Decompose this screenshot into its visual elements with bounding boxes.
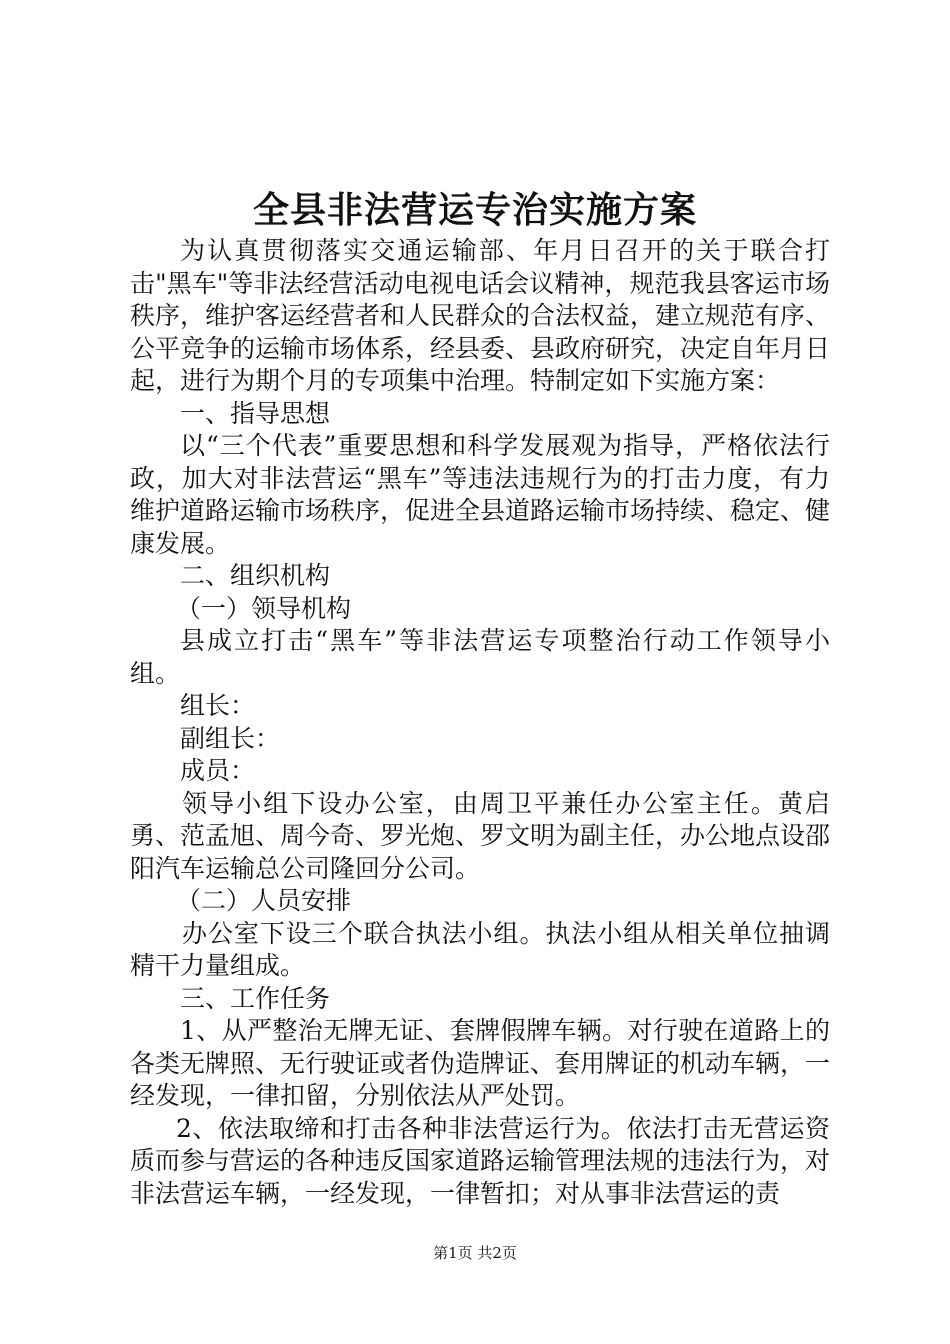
group-leader-line: 组长： [180,691,256,720]
deputy-leader-line: 副组长： [180,723,281,753]
guiding-thought-paragraph: 以“三个代表”重要思想和科学发展观为指导，严格依法行政，加大对非法营运“黑车”等违法违规行为的打击力度，有力维护道路运输市场秩序，促进全县道路运输市场持续、稳定、健康发展。 [130,431,831,558]
section-heading-organization: 二、组织机构 [180,561,331,590]
office-paragraph: 领导小组下设办公室，由周卫平兼任办公室主任。黄启勇、范孟旭、周今奇、罗光炮、罗文明为副主任，办公地点设邵阳汽车运输总公司隆回分公司。 [130,788,831,883]
subsection-heading-leadership: （一）领导机构 [176,593,352,623]
subsection-heading-staffing: （二）人员安排 [176,886,352,915]
members-line: 成员： [180,756,256,785]
task-item-2: 2、依法取缔和打击各种非法营运行为。依法打击无营运资质而参与营运的各种违反国家道路运输管理法规的违法行为，对非法营运车辆，一经发现，一律暂扣；对从事非法营运的责 [130,1113,831,1208]
section-heading-guiding-thought: 一、指导思想 [180,398,331,428]
section-heading-tasks: 三、工作任务 [180,983,331,1013]
document-title: 全县非法营运专治实施方案 [252,189,697,231]
task-item-1: 1、从严整治无牌无证、套牌假牌车辆。对行驶在道路上的各类无牌照、无行驶证或者伪造牌证、套用牌证的机动车辆，一经发现，一律扣留，分别依法从严处罚。 [130,1016,831,1110]
leadership-paragraph: 县成立打击“黑车”等非法营运专项整治行动工作领导小组。 [130,626,830,688]
intro-paragraph: 为认真贯彻落实交通运输部、年月日召开的关于联合打击"黑车"等非法经营活动电视电话会议精神，规范我县客运市场秩序，维护客运经营者和人民群众的合法权益，建立规范有序、公平竞争的运输市场体系，经县委、县政府研究，决定自年月日起，进行为期个月的专项集中治理。特制定如下实施方案： [130,236,831,395]
page-footer: 第1页 共2页 [433,1244,517,1262]
staffing-paragraph: 办公室下设三个联合执法小组。执法小组从相关单位抽调精干力量组成。 [130,918,830,980]
document-body [130,235,830,1210]
